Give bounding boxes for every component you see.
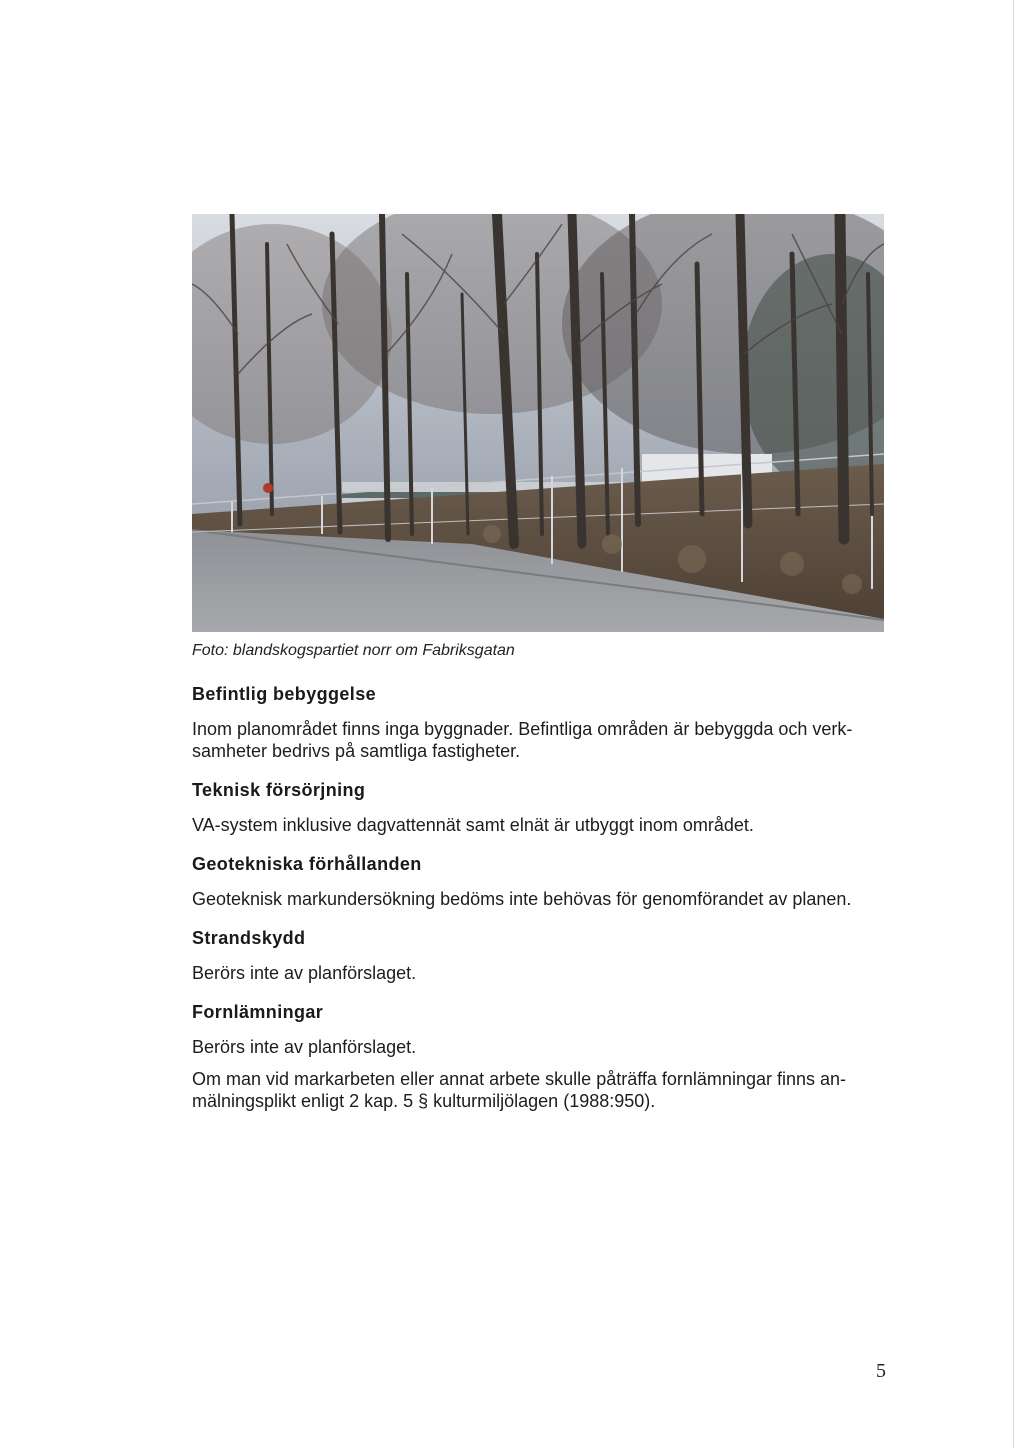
forest-photo	[192, 214, 884, 632]
section-paragraph: Inom planområdet finns inga byggnader. Befintliga områden är bebyggda och verk-samheter bedrivs på samtliga fastigheter.	[192, 719, 853, 761]
section-teknisk-forsorjning	[192, 778, 892, 836]
section-fornlamningar	[192, 1000, 892, 1112]
section-strandskydd	[192, 926, 892, 984]
page-number: 5	[876, 1360, 886, 1382]
section-heading: Befintlig bebyggelse	[192, 684, 377, 704]
section-heading: Geotekniska förhållanden	[192, 854, 422, 874]
photo-caption: Foto: blandskogspartiet norr om Fabriksgatan	[192, 642, 515, 659]
section-paragraph: Berörs inte av planförslaget.	[192, 1037, 417, 1057]
section-geotekniska-forhallanden	[192, 852, 892, 910]
section-heading: Strandskydd	[192, 928, 306, 948]
section-paragraph: Berörs inte av planförslaget.	[192, 963, 417, 983]
document-body	[192, 682, 892, 1128]
section-paragraph: Om man vid markarbeten eller annat arbete skulle påträffa fornlämningar finns an-mälningsplikt enligt 2 kap. 5 § kulturmiljölagen (1988:950).	[192, 1069, 847, 1111]
section-paragraph: Geoteknisk markundersökning bedöms inte behövas för genomförandet av planen.	[192, 889, 852, 909]
section-paragraph: VA-system inklusive dagvattennät samt elnät är utbyggt inom området.	[192, 815, 754, 835]
section-heading: Fornlämningar	[192, 1002, 324, 1022]
section-befintlig-bebyggelse	[192, 682, 892, 762]
page-edge	[1013, 0, 1014, 1448]
section-heading: Teknisk försörjning	[192, 780, 366, 800]
